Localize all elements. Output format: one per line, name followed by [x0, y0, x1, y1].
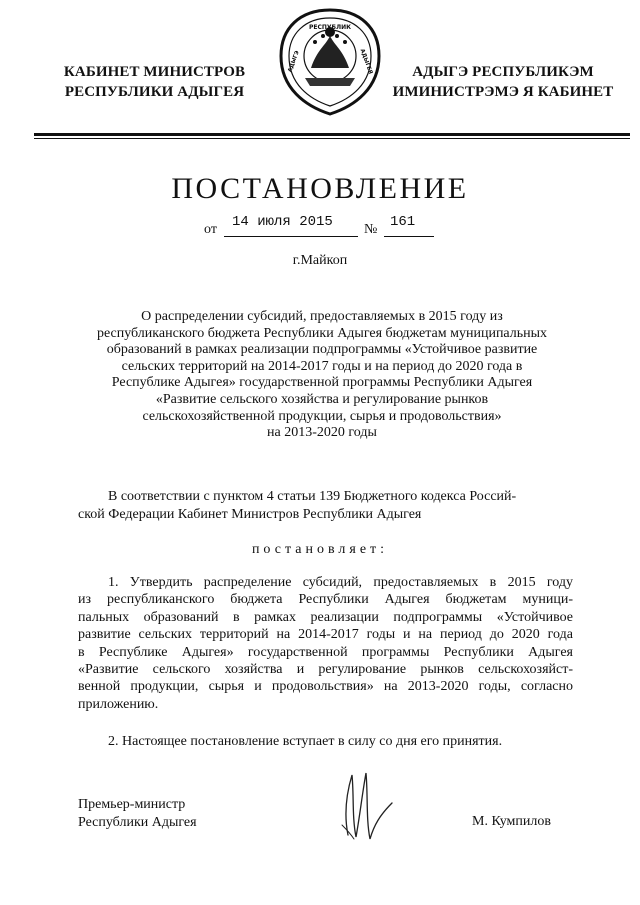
item-1-line: развитие сельских территорий на 2014-2017 годы и на период до 2020 года [78, 627, 573, 643]
preamble-line: В соответствии с пунктом 4 статьи 139 Бюджетного кодекса Россий- [108, 489, 517, 504]
subject-line: республиканского бюджета Республики Адыгея бюджетам муниципальных [96, 325, 548, 341]
header-rule-thick [34, 133, 630, 136]
item-1-line: венной продукции, сырья и продовольствия» на 2013-2020 годы, согласно [78, 679, 573, 695]
document-title: ПОСТАНОВЛЕНИЕ [171, 172, 469, 205]
item-2-line: 2. Настоящее постановление вступает в силу со дня его принятия. [108, 734, 503, 749]
date-prefix: от [204, 222, 217, 237]
item-1-line: из республиканского бюджета Республики Адыгея бюджетам муници- [78, 592, 573, 608]
item-1-paragraph [78, 574, 573, 713]
signatory-position-line1: Премьер-министр [78, 797, 186, 812]
item-1-line: 1. Утвердить распределение субсидий, предоставляемых в 2015 году [108, 575, 573, 590]
preamble-line: ской Федерации Кабинет Министров Республики Адыгея [78, 507, 422, 522]
item-1-line: «Развитие сельского хозяйства и регулирование рынков сельскохозяйст- [78, 662, 573, 678]
emblem-text-left: АДЫГЭ [287, 50, 301, 74]
subject-line: на 2013-2020 годы [267, 425, 377, 441]
subject-line: сельских территорий на 2014-2017 годы и на период до 2020 года в [121, 358, 523, 374]
header-left-line1: КАБИНЕТ МИНИСТРОВ [63, 64, 246, 80]
header-right-line2: ИМИНИСТРЭМЭ Я КАБИНЕТ [392, 84, 614, 100]
emblem-text-arc: РЕСПУБЛИК [308, 24, 352, 31]
subject-line: образований в рамках реализации подпрограммы «Устойчивое развитие [106, 342, 538, 358]
preamble-paragraph [78, 488, 573, 524]
document-subject [72, 309, 572, 442]
document-date: 14 июля 2015 [232, 214, 333, 230]
signatory-name: М. Кумпилов [472, 814, 551, 829]
signatory-position [78, 796, 197, 832]
subject-line: Республике Адыгея» государственной программы Республики Адыгея [111, 375, 533, 391]
header-left-line2: РЕСПУБЛИКИ АДЫГЕЯ [64, 84, 245, 100]
header-right-line1: АДЫГЭ РЕСПУБЛИКЭМ [412, 64, 594, 80]
handwritten-signature-icon [330, 765, 410, 845]
document-city: г.Майкоп [292, 253, 348, 268]
item-1-line: в Республике Адыгея» государственной программы Республики Адыгея [78, 644, 573, 660]
subject-line: сельскохозяйственной продукции, сырья и продовольствия» [142, 408, 502, 424]
decree-word: постановляет: [251, 542, 389, 557]
subject-line: «Развитие сельского хозяйства и регулирование рынков [155, 391, 489, 407]
emblem-text-right: АДЫГЕЯ [358, 48, 374, 76]
coat-of-arms-icon [275, 6, 385, 118]
subject-line: О распределении субсидий, предоставляемых в 2015 году из [141, 309, 503, 324]
item-1-line: пальных образований в рамках реализации подпрограммы «Устойчивое [78, 609, 573, 625]
document-number: 161 [390, 214, 416, 230]
number-sign: № [364, 222, 378, 237]
item-2-paragraph [78, 733, 573, 751]
date-number-row [204, 214, 444, 238]
number-underline [384, 236, 434, 237]
item-1-line: приложению. [78, 696, 159, 712]
date-underline [224, 236, 358, 237]
header-left-org [62, 62, 247, 102]
header-rule-thin [34, 138, 630, 139]
header-right-org [392, 62, 614, 102]
signatory-position-line2: Республики Адыгея [78, 815, 197, 830]
